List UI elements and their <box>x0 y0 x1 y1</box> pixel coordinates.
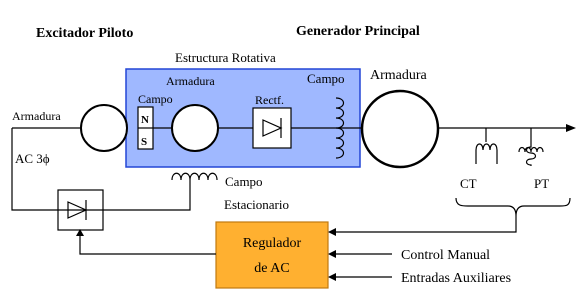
aux-inputs-label: Entradas Auxiliares <box>401 271 512 286</box>
south-pole-label: S <box>141 136 148 148</box>
stationary-field-coil <box>172 173 217 180</box>
manual-control-label: Control Manual <box>401 248 491 263</box>
stationary-field-lead <box>103 180 190 210</box>
ctpt-bracket <box>456 198 570 216</box>
pilot-armature-label: Armadura <box>12 109 61 123</box>
aux-inputs-arrowhead <box>328 273 336 281</box>
main-field-label: Campo <box>307 71 345 86</box>
regulator-output-line <box>80 234 216 254</box>
regulator-label-2: de AC <box>254 261 290 276</box>
pilot-exciter-heading: Excitador Piloto <box>36 26 134 41</box>
ac-regulator <box>216 222 328 288</box>
shaft-arrowhead <box>566 124 576 132</box>
ac-feed-line <box>12 128 58 210</box>
stationary-field-label-2: Estacionario <box>224 197 289 212</box>
pt-coil <box>519 148 543 153</box>
exciter-rotor-armature <box>172 105 218 151</box>
main-armature <box>362 91 438 167</box>
rectifier-label: Rectf. <box>255 93 284 107</box>
feedback-arrowhead <box>328 228 336 236</box>
main-generator-heading: Generador Principal <box>296 24 420 39</box>
pt-label: PT <box>534 176 550 191</box>
rotating-rectifier <box>253 108 291 148</box>
manual-control-arrowhead <box>328 250 336 258</box>
rotor-field-label: Campo <box>138 92 173 106</box>
north-pole-label: N <box>141 114 149 126</box>
main-armature-label: Armadura <box>370 68 427 83</box>
rotor-armature-label: Armadura <box>166 74 215 88</box>
regulator-label-1: Regulador <box>242 236 302 251</box>
rotating-structure-label: Estructura Rotativa <box>175 50 276 65</box>
ac-3phase-label: AC 3ϕ <box>15 151 50 166</box>
pilot-exciter-armature <box>81 105 127 151</box>
ct-label: CT <box>460 176 477 191</box>
stationary-field-label-1: Campo <box>225 174 263 189</box>
ct-coil <box>476 144 497 164</box>
feedback-line <box>334 216 516 232</box>
